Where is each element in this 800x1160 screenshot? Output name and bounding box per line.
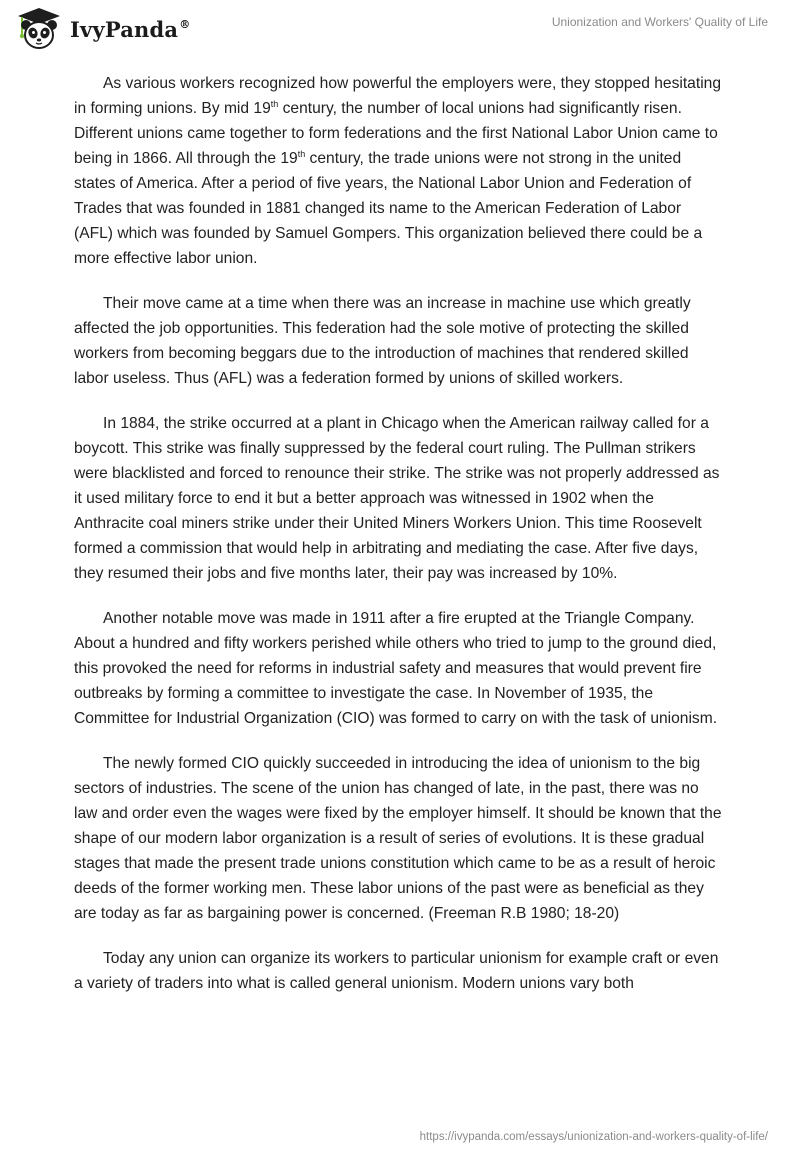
page-header	[0, 0, 800, 60]
document-title: Unionization and Workers' Quality of Life	[551, 15, 768, 29]
ivypanda-logo[interactable]	[14, 6, 190, 52]
paragraph-4: Another notable move was made in 1911 after a fire erupted at the Triangle Company. About a hundred and fifty workers perished while others who tried to jump to the ground died, this provoked the need for reforms in industrial safety and measures that would prevent fire outbreaks by forming a committee to investigate the case. In November of 1935, the Committee for Industrial Organization (CIO) was formed to carry on with the task of unionism.	[74, 610, 718, 727]
panda-graduate-icon	[14, 6, 64, 52]
source-url[interactable]: https://ivypanda.com/essays/unionization-and-workers-quality-of-life/	[419, 1131, 768, 1143]
paragraph-2: Their move came at a time when there was an increase in machine use which greatly affected the job opportunities. This federation had the sole motive of protecting the skilled workers from becoming beggars due to the introduction of machines that rendered skilled labor useless. Thus (AFL) was a federation formed by unions of skilled workers.	[74, 295, 691, 387]
logo-text: IvyPanda®	[70, 16, 191, 42]
essay-body	[74, 71, 724, 996]
paragraph-5: The newly formed CIO quickly succeeded in introducing the idea of unionism to the big sectors of industries. The scene of the union has changed of late, in the past, there was no law and order even the wages were fixed by the employer himself. It should be known that the shape of our modern labor organization is a result of series of evolutions. It is these gradual stages that made the present trade unions constitution which came to be as a result of heroic deeds of the former working men. These labor unions of the past were as beneficial as they are today as far as bargaining power is concerned. (Freeman R.B 1980; 18-20)	[74, 755, 722, 922]
registered-mark: ®	[179, 17, 191, 31]
paragraph-3: In 1884, the strike occurred at a plant in Chicago when the American railway called for a boycott. This strike was finally suppressed by the federal court ruling. The Pullman strikers were blacklisted and forced to renounce their strike. The strike was not properly addressed as it used military force to end it but a better approach was witnessed in 1902 when the Anthracite coal miners strike under their United Miners Workers Union. This time Roosevelt formed a commission that would help in arbitrating and mediating the case. After five days, they resumed their jobs and five months later, their pay was increased by 10%.	[74, 415, 720, 582]
paragraph-1: As various workers recognized how powerful the employers were, they stopped hesitating in forming unions. By mid 19th century, the number of local unions had significantly risen. Different unions came together to form federations and the first National Labor Union came to being in 1866. All through the 19th century, the trade unions were not strong in the united states of America. After a period of five years, the National Labor Union and Federation of Trades that was founded in 1881 changed its name to the American Federation of Labor (AFL) which was founded by Samuel Gompers. This organization believed there could be a more effective labor union.	[74, 75, 722, 267]
paragraph-6: Today any union can organize its workers to particular unionism for example craft or even a variety of traders into what is called general unionism. Modern unions vary both	[74, 950, 719, 992]
